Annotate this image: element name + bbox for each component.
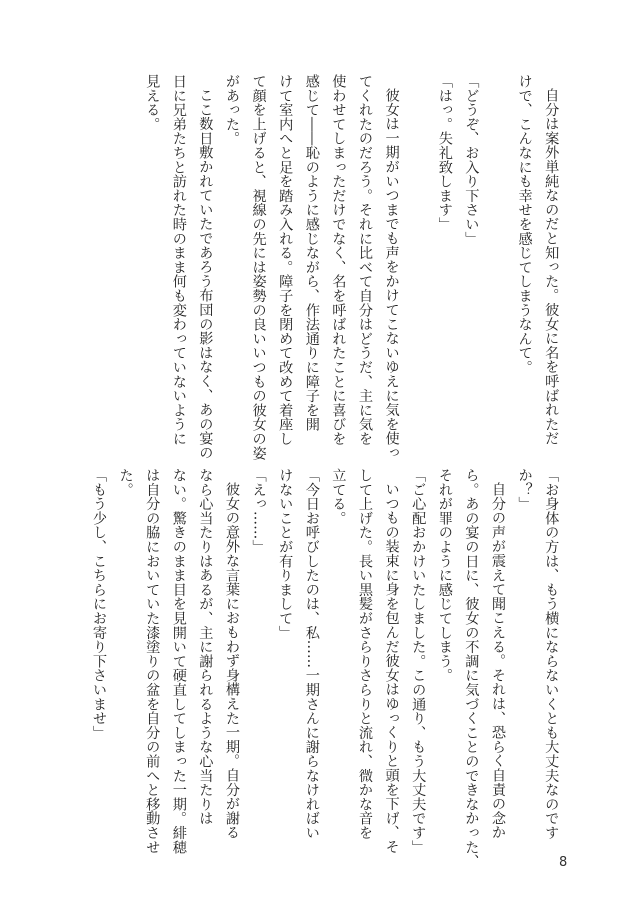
text-column: は自分の脇においていた漆塗りの盆を自分の前へと移動させ [144,468,161,855]
text-column: 「お身体の方は、もう横にならないくとも大丈夫なのです [543,468,560,840]
text-column: 「今日お呼びしたのは、私……一期さんに謝らなければい [303,468,320,840]
text-column: ない。驚きのまま目を見開いて硬直してしまった一期。緋穂 [170,468,187,855]
text-column: 感じて――恥のように感じながら、作法通りに障子を開 [303,74,320,432]
text-column: 「もう少し、こちらにお寄り下さいませ」 [91,468,107,740]
text-column: 自分は案外単純なのだと知った。彼女に名を呼ばれただ [543,88,560,446]
text-column: た。 [117,468,134,497]
text-column: 自分の声が震えて聞こえる。それは、恐らく自責の念か [490,482,506,840]
text-column: ら。あの宴の日に、彼女の不調に気づくことのできなかった、 [463,468,480,869]
text-column: なら心当たりはあるが、主に謝られるような心当たりは [197,468,214,826]
text-column: 「ご心配おかけいたしました。この通り、もう大丈夫です」 [410,468,427,855]
text-column: 「えっ……」 [250,468,267,554]
text-column: てくれたのだろう。それに比べて自分はどうだ、主に気を [357,74,373,446]
text-column: 立てる。 [330,468,347,526]
text-column: 見える。 [144,74,161,132]
text-column: して上げた。長い黒髪がさらりさらりと流れ、微かな音を [357,468,373,840]
text-column: それが罪のように感じてしまう。 [436,468,453,683]
text-column: 日に兄弟たちと訪れた時のまま何も変わっていないように [170,74,187,446]
text-column: けて室内へと足を踏み入れる。障子を閉めて改めて着座し [277,74,294,446]
text-column: 彼女の意外な言葉におもわず身構えた一期。自分が謝る [224,482,240,840]
text-column: けで、こんなにも幸せを感じてしまうなんて。 [516,74,533,375]
text-column: 「はっ。失礼致します」 [436,74,453,232]
text-column: 彼女は一期がいつまでも声をかけてこないゆえに気を使っ [383,88,400,460]
text-column: か？」 [516,468,533,511]
page-number: 8 [559,855,568,870]
text-column: ここ数日敷かれていたであろう布団の影はなく、あの宴の [197,88,214,460]
text-column: 使わせてしまっただけでなく、名を呼ばれたことに喜びを [330,74,347,446]
text-column: 「どうぞ、お入り下さい」 [463,74,480,246]
text-column: けないことが有りまして」 [277,468,294,640]
text-column: があった。 [224,74,240,146]
text-column: て顔を上げると、視線の先には姿勢の良いいつもの彼女の姿 [250,74,267,461]
text-column: いつもの装束に身を包んだ彼女はゆっくりと頭を下げ、そ [383,482,400,854]
